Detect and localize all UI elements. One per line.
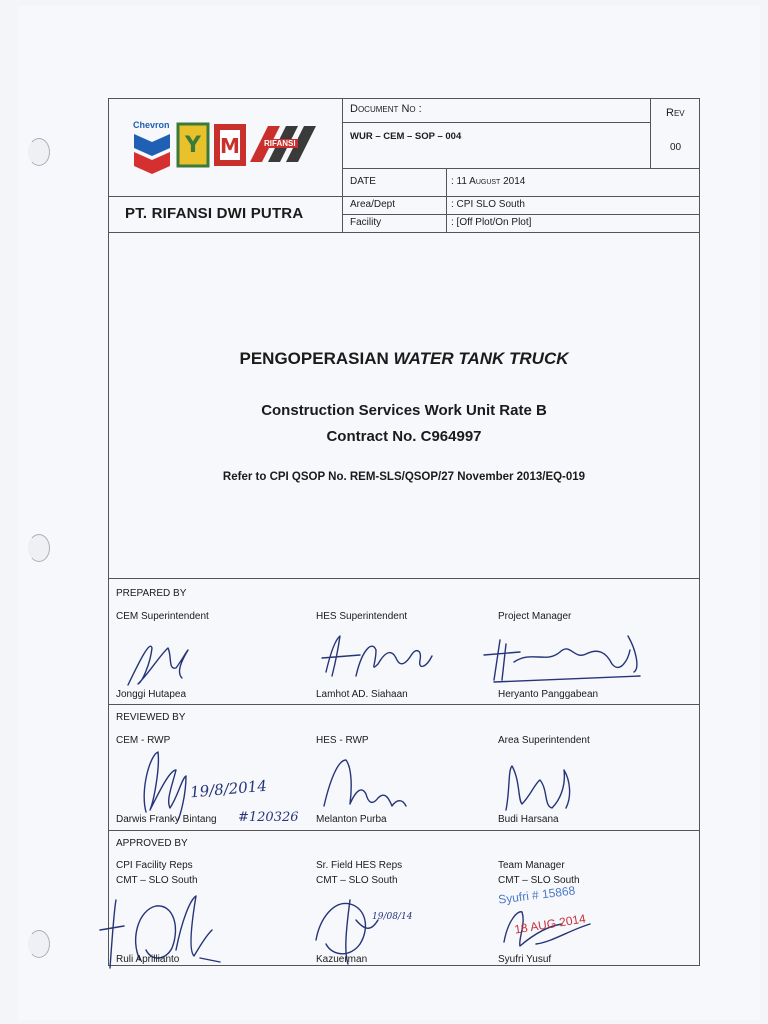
title-italic: WATER TANK TRUCK: [393, 349, 569, 368]
binder-hole: [28, 534, 50, 562]
chevron-logo: [130, 118, 330, 178]
document-no-label: Document No :: [350, 103, 422, 115]
prepared-name-3: Heryanto Panggabean: [498, 689, 599, 700]
reviewed-role-1: CEM - RWP: [116, 735, 171, 746]
handwritten-date-approve: 19/08/14: [372, 912, 413, 922]
approved-name-3: Syufri Yusuf: [498, 954, 552, 965]
facility-label: Facility: [350, 217, 382, 228]
prepared-name-1: Jonggi Hutapea: [116, 689, 187, 700]
date-label: DATE: [350, 176, 376, 187]
prepared-role-1: CEM Superintendent: [116, 611, 209, 622]
document-no-value: WUR – CEM – SOP – 004: [350, 131, 462, 142]
reviewed-heading: REVIEWED BY: [116, 712, 186, 723]
approved-role-3b: CMT – SLO South: [498, 875, 580, 886]
approved-name-2: Kazuerman: [316, 954, 368, 965]
area-value: : CPI SLO South: [451, 199, 525, 210]
approved-role-2: Sr. Field HES Reps: [316, 860, 403, 871]
approved-role-1b: CMT – SLO South: [116, 875, 198, 886]
facility-value: : [Off Plot/On Plot]: [451, 217, 532, 228]
approved-role-2b: CMT – SLO South: [316, 875, 398, 886]
reviewed-name-3: Budi Harsana: [498, 814, 559, 825]
binder-hole: [28, 930, 50, 958]
subtitle-line1: Construction Services Work Unit Rate B: [261, 402, 547, 419]
rev-value: 00: [670, 142, 682, 153]
approved-role-1: CPI Facility Reps: [116, 860, 193, 871]
binder-hole: [28, 138, 50, 166]
reviewed-name-2: Melanton Purba: [316, 814, 387, 825]
stamp-red: 18 AUG 2014: [513, 911, 587, 937]
prepared-heading: PREPARED BY: [116, 588, 187, 599]
handwritten-note-review: #120326: [238, 810, 299, 825]
reviewed-role-2: HES - RWP: [316, 735, 369, 746]
svg-text:Y: Y: [185, 133, 201, 158]
document-frame: [108, 98, 700, 966]
refer-line: Refer to CPI QSOP No. REM-SLS/QSOP/27 November 2013/EQ-019: [222, 471, 586, 483]
date-value: : 11 August 2014: [451, 176, 526, 187]
document-title: [108, 349, 700, 369]
handwritten-date-review: 19/8/2014: [189, 776, 268, 802]
area-label: Area/Dept: [350, 199, 396, 210]
rev-label: Rev: [666, 107, 685, 119]
chevron-logo-text: Chevron: [133, 120, 170, 130]
title-normal: PENGOPERASIAN: [239, 349, 394, 368]
company-logos: [130, 118, 330, 178]
prepared-role-3: Project Manager: [498, 611, 572, 622]
prepared-name-2: Lamhot AD. Siahaan: [316, 689, 408, 700]
reviewed-role-3: Area Superintendent: [498, 735, 590, 746]
company-name: PT. RIFANSI DWI PUTRA: [125, 205, 304, 222]
rifansi-logo-text: RIFANSI: [264, 139, 296, 148]
subtitle-line2: Contract No. C964997: [326, 428, 482, 445]
approved-role-3: Team Manager: [498, 860, 565, 871]
approved-name-1: Ruli Aprillianto: [116, 954, 180, 965]
reviewed-name-1: Darwis Franky Bintang: [116, 814, 217, 825]
svg-text:M: M: [220, 134, 240, 158]
prepared-role-2: HES Superintendent: [316, 611, 408, 622]
approved-heading: APPROVED BY: [116, 838, 188, 849]
stamp-blue: Syufri # 15868: [497, 883, 576, 907]
